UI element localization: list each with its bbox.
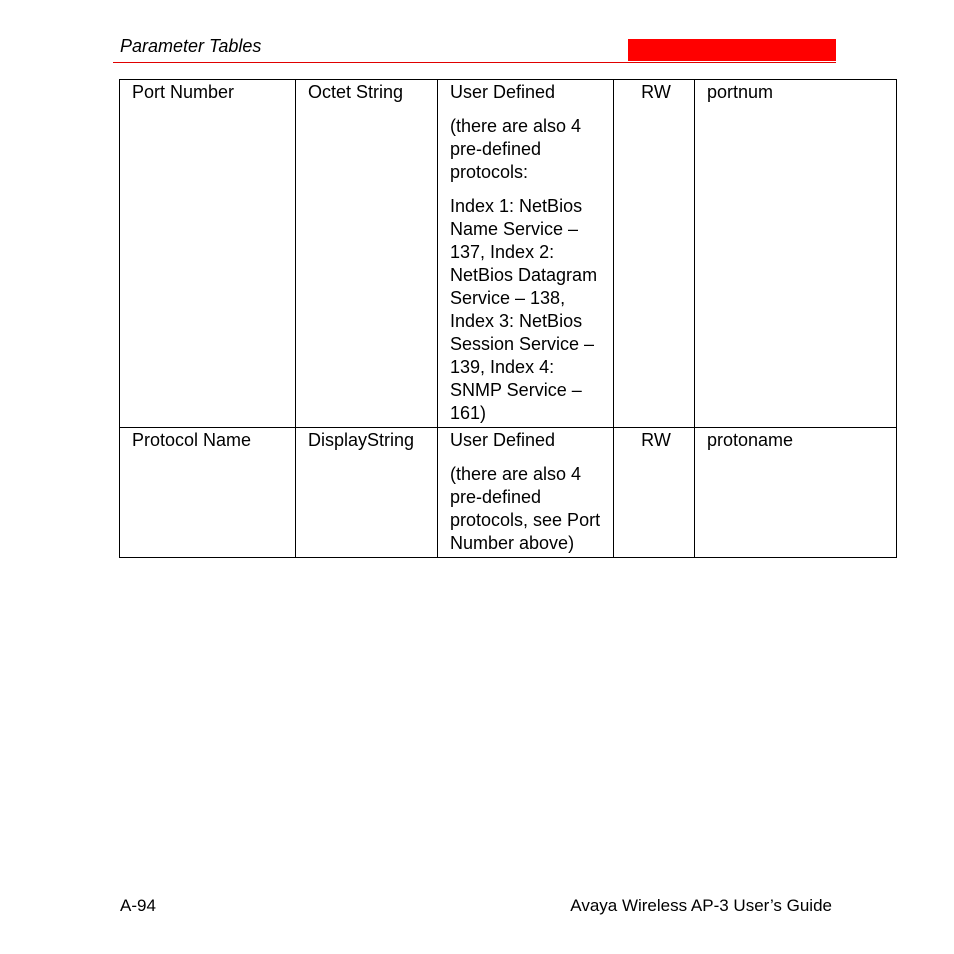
cell-access: RW: [614, 428, 695, 558]
header-accent-bar: [628, 39, 836, 61]
default-value-note: Index 1: NetBios Name Service – 137, Index 2: NetBios Datagram Service – 138, Index 3: NetBios Session Service – 139, Index 4: SNMP Service – 161): [450, 196, 598, 423]
cell-access: RW: [614, 80, 695, 428]
footer-page-number: A-94: [120, 896, 156, 915]
cell-parameter: Protocol Name: [120, 428, 296, 558]
cell-cli-name: protoname: [695, 428, 897, 558]
cell-parameter: Port Number: [120, 80, 296, 428]
running-header-title: Parameter Tables: [120, 36, 262, 56]
default-value-line: User Defined: [450, 82, 556, 102]
default-value-line: User Defined: [450, 430, 556, 450]
cell-default-value: [438, 80, 614, 428]
table-row: [120, 80, 897, 428]
header-rule: [113, 62, 836, 63]
default-value-note: (there are also 4 pre-defined protocols, see Port Number above): [450, 464, 601, 553]
cell-default-value: [438, 428, 614, 558]
cell-cli-name: portnum: [695, 80, 897, 428]
table-row: [120, 428, 897, 558]
cell-type: Octet String: [296, 80, 438, 428]
default-value-note: (there are also 4 pre-defined protocols:: [450, 116, 582, 182]
cell-type: DisplayString: [296, 428, 438, 558]
footer-guide-title: Avaya Wireless AP-3 User’s Guide: [570, 896, 832, 915]
parameter-table: [119, 79, 897, 558]
